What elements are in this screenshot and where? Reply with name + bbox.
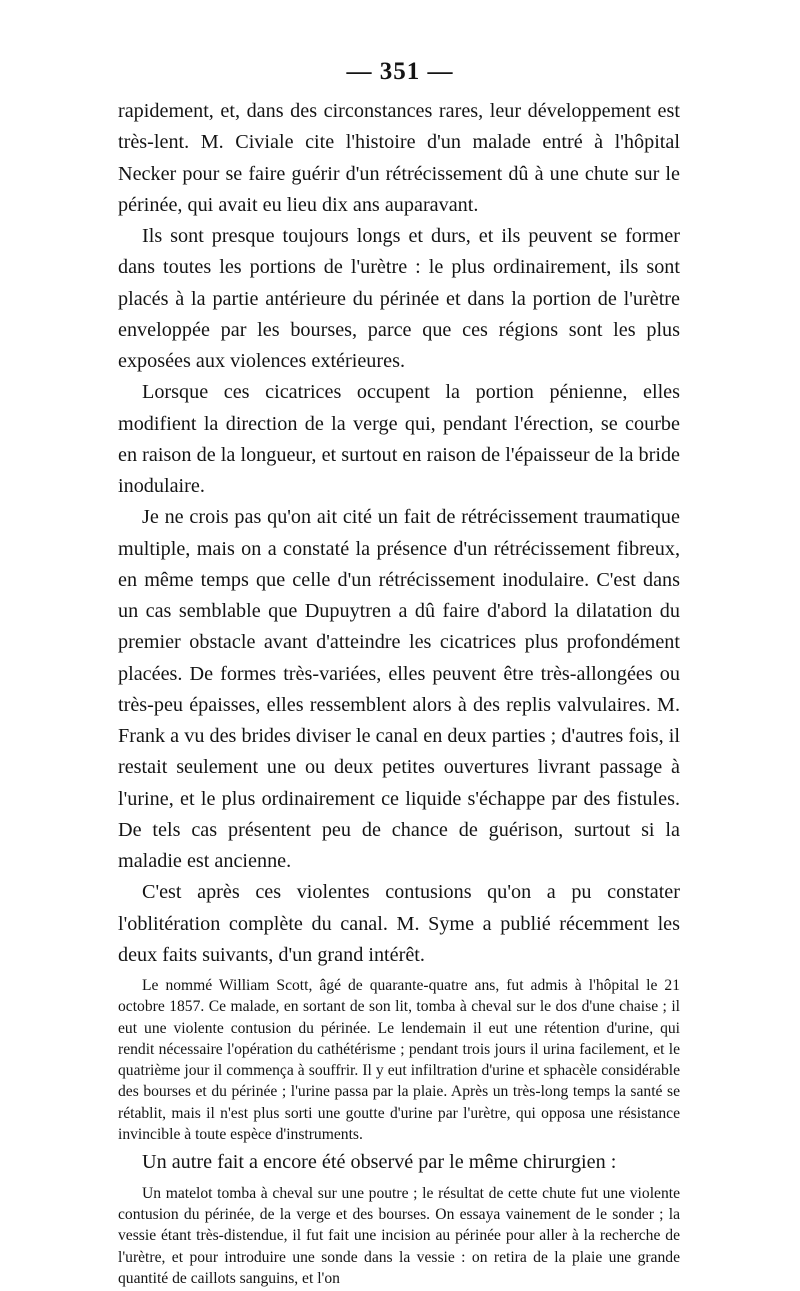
paragraph: Ils sont presque toujours longs et durs, et ils peuvent se former dans toutes les portions de l'urètre : le plus ordinairement, ils sont placés à la partie antérieure du périnée et dans la portion de l'urètre enveloppée par les bourses, parce que ces régions sont les plus exposées aux violences extérieures. — [118, 225, 680, 372]
paragraph: Lorsque ces cicatrices occupent la portion pénienne, elles modifient la direction de la verge qui, pendant l'érection, se courbe en raison de la longueur, et surtout en raison de l'épaisseur de la bride inodulaire. — [118, 381, 680, 497]
page-body — [118, 96, 680, 1291]
case-report: Un matelot tomba à cheval sur une poutre ; le résultat de cette chute fut une violente contusion du périnée, de la verge et des bourses. On essaya vainement de le sonder ; la vessie étant très-distendue, il fut fait une incision au périnée pour aller à la recherche de l'urètre, et pour introduire une sonde dans la vessie : on retira de la plaie une grande quantité de caillots sanguins, et l'on — [118, 1184, 680, 1287]
page-number: — 351 — — [346, 58, 454, 85]
case-report: Le nommé William Scott, âgé de quarante-quatre ans, fut admis à l'hôpital le 21 octobre 1857. Ce malade, en sortant de son lit, tomba à cheval sur le dos d'une chaise ; il eut une violente contusion du périnée. Le lendemain il eut une rétention d'urine, qui rendit nécessaire l'opération du cathétérisme ; pendant trois jours il urina facilement, et le quatrième jour il commença à souffrir. Il y eut infiltration d'urine et sphacèle considérable des bourses et du périnée ; l'urine passa par la plaie. Après un très-long temps la santé se rétablit, mais il n'est plus sorti une goutte d'urine par l'urètre, qui opposa une résistance invincible à toute espèce d'instruments. — [118, 977, 680, 1144]
paragraph: Un autre fait a encore été observé par le même chirurgien : — [142, 1151, 617, 1174]
paragraph-continuation: rapidement, et, dans des circonstances rares, leur développement est très-lent. M. Civiale cite l'histoire d'un malade entré à l'hôpital Necker pour se faire guérir d'un rétrécissement dû à une chute sur le périnée, qui avait eu lieu dix ans auparavant. — [118, 100, 680, 216]
paragraph: Je ne crois pas qu'on ait cité un fait de rétrécissement traumatique multiple, mais on a constaté la présence d'un rétrécissement fibreux, en même temps que celle d'un rétrécissement inodulaire. C'est dans un cas semblable que Dupuytren a dû faire d'abord la dilatation du premier obstacle avant d'atteindre les cicatrices plus profondément placées. De formes très-variées, elles peuvent être très-allongées ou très-peu épaisses, elles ressemblent alors à des replis valvulaires. M. Frank a vu des brides diviser le canal en deux parties ; d'autres fois, il restait seulement une ou deux petites ouvertures livrant passage à l'urine, et le plus ordinairement ce liquide s'échappe par des fistules. De tels cas présentent peu de chance de guérison, surtout si la maladie est ancienne. — [118, 506, 680, 872]
paragraph: C'est après ces violentes contusions qu'on a pu constater l'oblitération complète du canal. M. Syme a publié récemment les deux faits suivants, d'un grand intérêt. — [118, 881, 680, 966]
